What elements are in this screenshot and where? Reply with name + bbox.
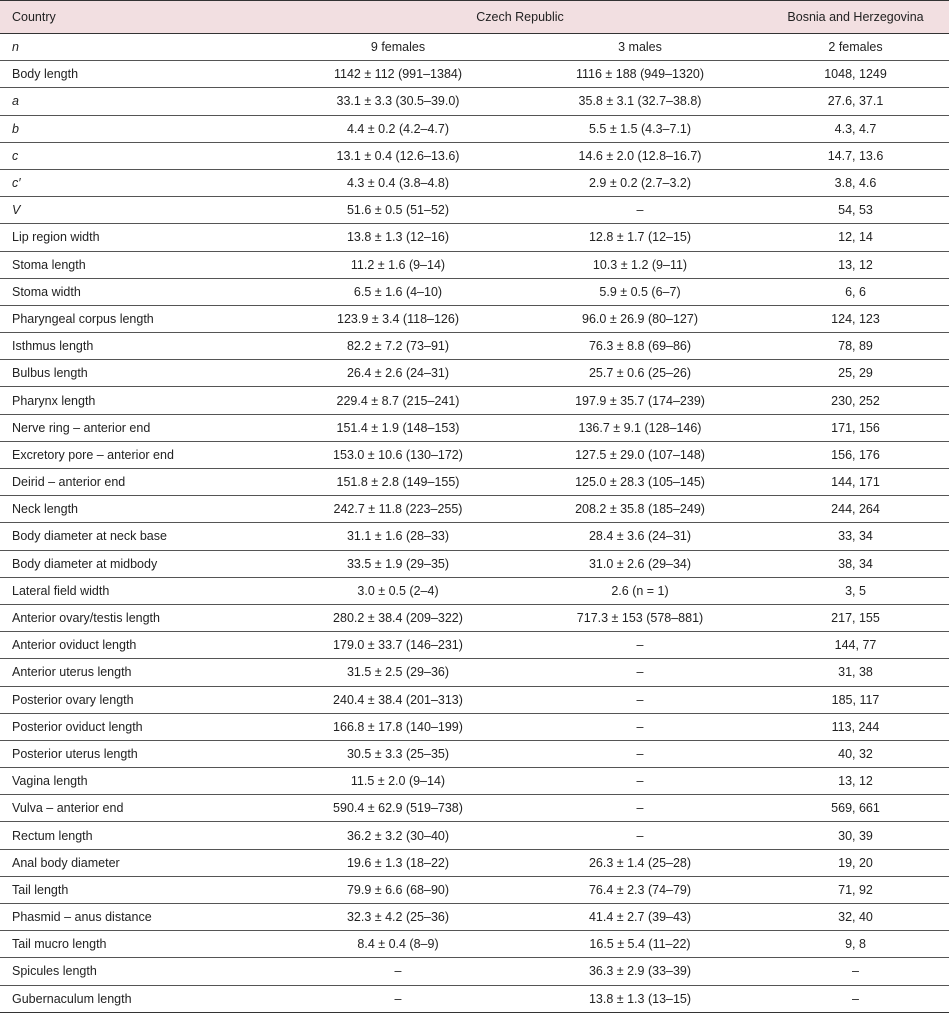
table-row: [0, 469, 949, 496]
row-label: Tail length: [0, 876, 278, 903]
cell-bosnia-females: 32, 40: [762, 904, 949, 931]
cell-bosnia-females: 33, 34: [762, 523, 949, 550]
cell-czech-males: 127.5 ± 29.0 (107–148): [518, 441, 762, 468]
header-bosnia: Bosnia and Herzegovina: [762, 1, 949, 34]
cell-czech-males: 41.4 ± 2.7 (39–43): [518, 904, 762, 931]
cell-bosnia-females: 25, 29: [762, 360, 949, 387]
cell-czech-females: 240.4 ± 38.4 (201–313): [278, 686, 518, 713]
cell-bosnia-females: 3, 5: [762, 577, 949, 604]
cell-czech-females: 11.5 ± 2.0 (9–14): [278, 768, 518, 795]
cell-bosnia-females: 185, 117: [762, 686, 949, 713]
cell-czech-males: 16.5 ± 5.4 (11–22): [518, 931, 762, 958]
cell-czech-males: 2.9 ± 0.2 (2.7–3.2): [518, 169, 762, 196]
cell-bosnia-females: 230, 252: [762, 387, 949, 414]
cell-czech-females: 1142 ± 112 (991–1384): [278, 61, 518, 88]
row-label: c: [0, 142, 278, 169]
cell-czech-females: 179.0 ± 33.7 (146–231): [278, 632, 518, 659]
cell-czech-females: 13.8 ± 1.3 (12–16): [278, 224, 518, 251]
cell-czech-males: 3 males: [518, 34, 762, 61]
cell-bosnia-females: 2 females: [762, 34, 949, 61]
table-row: [0, 632, 949, 659]
table-row: [0, 795, 949, 822]
cell-bosnia-females: 144, 77: [762, 632, 949, 659]
table-row: [0, 88, 949, 115]
cell-czech-males: –: [518, 822, 762, 849]
row-label: Body diameter at neck base: [0, 523, 278, 550]
header-row: [0, 1, 949, 34]
row-label: c′: [0, 169, 278, 196]
cell-czech-males: 13.8 ± 1.3 (13–15): [518, 985, 762, 1012]
row-label: Neck length: [0, 496, 278, 523]
cell-bosnia-females: 14.7, 13.6: [762, 142, 949, 169]
cell-bosnia-females: 78, 89: [762, 333, 949, 360]
cell-czech-males: 31.0 ± 2.6 (29–34): [518, 550, 762, 577]
row-label: Anterior oviduct length: [0, 632, 278, 659]
cell-czech-females: 590.4 ± 62.9 (519–738): [278, 795, 518, 822]
cell-czech-females: 32.3 ± 4.2 (25–36): [278, 904, 518, 931]
table-header: [0, 1, 949, 34]
cell-czech-males: –: [518, 795, 762, 822]
cell-czech-males: 125.0 ± 28.3 (105–145): [518, 469, 762, 496]
table-row: [0, 904, 949, 931]
cell-czech-females: 4.4 ± 0.2 (4.2–4.7): [278, 115, 518, 142]
table-row: [0, 333, 949, 360]
cell-czech-males: –: [518, 686, 762, 713]
cell-bosnia-females: 156, 176: [762, 441, 949, 468]
row-label: Vulva – anterior end: [0, 795, 278, 822]
table-row: [0, 659, 949, 686]
cell-czech-males: 717.3 ± 153 (578–881): [518, 604, 762, 631]
row-label: Bulbus length: [0, 360, 278, 387]
cell-czech-males: 35.8 ± 3.1 (32.7–38.8): [518, 88, 762, 115]
cell-bosnia-females: 569, 661: [762, 795, 949, 822]
row-label: Phasmid – anus distance: [0, 904, 278, 931]
cell-bosnia-females: 171, 156: [762, 414, 949, 441]
header-country: Country: [0, 1, 278, 34]
table-row: [0, 822, 949, 849]
row-label: Nerve ring – anterior end: [0, 414, 278, 441]
cell-bosnia-females: 4.3, 4.7: [762, 115, 949, 142]
cell-bosnia-females: 54, 53: [762, 197, 949, 224]
table-row: [0, 115, 949, 142]
table-row: [0, 577, 949, 604]
cell-czech-males: 136.7 ± 9.1 (128–146): [518, 414, 762, 441]
cell-bosnia-females: 9, 8: [762, 931, 949, 958]
cell-czech-females: 19.6 ± 1.3 (18–22): [278, 849, 518, 876]
cell-czech-females: 280.2 ± 38.4 (209–322): [278, 604, 518, 631]
row-label: Gubernaculum length: [0, 985, 278, 1012]
row-label: Posterior oviduct length: [0, 713, 278, 740]
cell-czech-females: 166.8 ± 17.8 (140–199): [278, 713, 518, 740]
cell-bosnia-females: 13, 12: [762, 251, 949, 278]
cell-czech-females: 4.3 ± 0.4 (3.8–4.8): [278, 169, 518, 196]
table-row: [0, 523, 949, 550]
cell-czech-males: 5.9 ± 0.5 (6–7): [518, 278, 762, 305]
header-czech-republic: Czech Republic: [278, 1, 762, 34]
table-row: [0, 61, 949, 88]
table-row: [0, 414, 949, 441]
cell-czech-females: 6.5 ± 1.6 (4–10): [278, 278, 518, 305]
row-label: Tail mucro length: [0, 931, 278, 958]
cell-czech-males: 2.6 (n = 1): [518, 577, 762, 604]
row-label: Spicules length: [0, 958, 278, 985]
cell-czech-males: –: [518, 713, 762, 740]
table-row: [0, 305, 949, 332]
row-label: Anterior uterus length: [0, 659, 278, 686]
cell-czech-males: –: [518, 768, 762, 795]
table-body: [0, 34, 949, 1013]
cell-czech-females: 33.1 ± 3.3 (30.5–39.0): [278, 88, 518, 115]
row-label: Rectum length: [0, 822, 278, 849]
cell-bosnia-females: 1048, 1249: [762, 61, 949, 88]
cell-czech-males: 76.4 ± 2.3 (74–79): [518, 876, 762, 903]
row-label: Vagina length: [0, 768, 278, 795]
cell-czech-males: 10.3 ± 1.2 (9–11): [518, 251, 762, 278]
cell-bosnia-females: 38, 34: [762, 550, 949, 577]
table-row: [0, 985, 949, 1012]
row-label: Posterior ovary length: [0, 686, 278, 713]
cell-czech-males: –: [518, 740, 762, 767]
cell-bosnia-females: –: [762, 958, 949, 985]
cell-czech-females: 151.4 ± 1.9 (148–153): [278, 414, 518, 441]
cell-bosnia-females: 113, 244: [762, 713, 949, 740]
table-row: [0, 550, 949, 577]
cell-bosnia-females: 144, 171: [762, 469, 949, 496]
table-row: [0, 686, 949, 713]
row-label: Body diameter at midbody: [0, 550, 278, 577]
cell-bosnia-females: 217, 155: [762, 604, 949, 631]
table-row: [0, 142, 949, 169]
cell-czech-females: 153.0 ± 10.6 (130–172): [278, 441, 518, 468]
row-label: Anal body diameter: [0, 849, 278, 876]
cell-czech-females: 26.4 ± 2.6 (24–31): [278, 360, 518, 387]
table-row: [0, 387, 949, 414]
cell-czech-males: 26.3 ± 1.4 (25–28): [518, 849, 762, 876]
row-label: V: [0, 197, 278, 224]
cell-czech-males: 1116 ± 188 (949–1320): [518, 61, 762, 88]
row-label: Pharynx length: [0, 387, 278, 414]
table-row: [0, 251, 949, 278]
cell-bosnia-females: 6, 6: [762, 278, 949, 305]
cell-bosnia-females: 30, 39: [762, 822, 949, 849]
row-label: Lateral field width: [0, 577, 278, 604]
table-row: [0, 713, 949, 740]
row-label: Pharyngeal corpus length: [0, 305, 278, 332]
table-row: [0, 740, 949, 767]
row-label: Lip region width: [0, 224, 278, 251]
cell-czech-females: 51.6 ± 0.5 (51–52): [278, 197, 518, 224]
table-row: [0, 360, 949, 387]
table-row: [0, 876, 949, 903]
cell-czech-females: 82.2 ± 7.2 (73–91): [278, 333, 518, 360]
cell-czech-males: 14.6 ± 2.0 (12.8–16.7): [518, 142, 762, 169]
row-label: a: [0, 88, 278, 115]
cell-czech-females: 30.5 ± 3.3 (25–35): [278, 740, 518, 767]
table-row: [0, 849, 949, 876]
cell-czech-males: –: [518, 659, 762, 686]
cell-czech-females: 9 females: [278, 34, 518, 61]
cell-bosnia-females: –: [762, 985, 949, 1012]
cell-bosnia-females: 71, 92: [762, 876, 949, 903]
cell-czech-males: 208.2 ± 35.8 (185–249): [518, 496, 762, 523]
row-label: Stoma width: [0, 278, 278, 305]
row-label: n: [0, 34, 278, 61]
row-label: Stoma length: [0, 251, 278, 278]
cell-czech-males: –: [518, 197, 762, 224]
cell-czech-males: 25.7 ± 0.6 (25–26): [518, 360, 762, 387]
table-row: [0, 169, 949, 196]
row-label: Body length: [0, 61, 278, 88]
table-row: [0, 34, 949, 61]
cell-czech-males: 12.8 ± 1.7 (12–15): [518, 224, 762, 251]
cell-czech-females: 229.4 ± 8.7 (215–241): [278, 387, 518, 414]
cell-czech-females: –: [278, 985, 518, 1012]
cell-czech-females: 151.8 ± 2.8 (149–155): [278, 469, 518, 496]
row-label: Deirid – anterior end: [0, 469, 278, 496]
cell-bosnia-females: 40, 32: [762, 740, 949, 767]
table-row: [0, 931, 949, 958]
table-row: [0, 197, 949, 224]
cell-bosnia-females: 3.8, 4.6: [762, 169, 949, 196]
table-row: [0, 496, 949, 523]
cell-czech-females: 242.7 ± 11.8 (223–255): [278, 496, 518, 523]
cell-czech-males: 28.4 ± 3.6 (24–31): [518, 523, 762, 550]
cell-czech-females: 13.1 ± 0.4 (12.6–13.6): [278, 142, 518, 169]
cell-bosnia-females: 124, 123: [762, 305, 949, 332]
row-label: Posterior uterus length: [0, 740, 278, 767]
table-row: [0, 768, 949, 795]
cell-czech-females: –: [278, 958, 518, 985]
cell-czech-females: 33.5 ± 1.9 (29–35): [278, 550, 518, 577]
cell-czech-females: 79.9 ± 6.6 (68–90): [278, 876, 518, 903]
cell-czech-males: 197.9 ± 35.7 (174–239): [518, 387, 762, 414]
cell-czech-males: 96.0 ± 26.9 (80–127): [518, 305, 762, 332]
cell-czech-females: 123.9 ± 3.4 (118–126): [278, 305, 518, 332]
cell-bosnia-females: 19, 20: [762, 849, 949, 876]
cell-czech-females: 3.0 ± 0.5 (2–4): [278, 577, 518, 604]
cell-czech-males: 36.3 ± 2.9 (33–39): [518, 958, 762, 985]
cell-czech-females: 11.2 ± 1.6 (9–14): [278, 251, 518, 278]
row-label: Excretory pore – anterior end: [0, 441, 278, 468]
cell-czech-females: 31.1 ± 1.6 (28–33): [278, 523, 518, 550]
table-row: [0, 604, 949, 631]
cell-bosnia-females: 12, 14: [762, 224, 949, 251]
cell-czech-males: –: [518, 632, 762, 659]
table-row: [0, 441, 949, 468]
cell-czech-females: 8.4 ± 0.4 (8–9): [278, 931, 518, 958]
row-label: Isthmus length: [0, 333, 278, 360]
row-label: b: [0, 115, 278, 142]
cell-bosnia-females: 31, 38: [762, 659, 949, 686]
cell-czech-females: 36.2 ± 3.2 (30–40): [278, 822, 518, 849]
cell-czech-males: 76.3 ± 8.8 (69–86): [518, 333, 762, 360]
row-label: Anterior ovary/testis length: [0, 604, 278, 631]
cell-bosnia-females: 13, 12: [762, 768, 949, 795]
cell-czech-males: 5.5 ± 1.5 (4.3–7.1): [518, 115, 762, 142]
table-row: [0, 958, 949, 985]
table-row: [0, 224, 949, 251]
table-row: [0, 278, 949, 305]
cell-czech-females: 31.5 ± 2.5 (29–36): [278, 659, 518, 686]
cell-bosnia-females: 27.6, 37.1: [762, 88, 949, 115]
cell-bosnia-females: 244, 264: [762, 496, 949, 523]
